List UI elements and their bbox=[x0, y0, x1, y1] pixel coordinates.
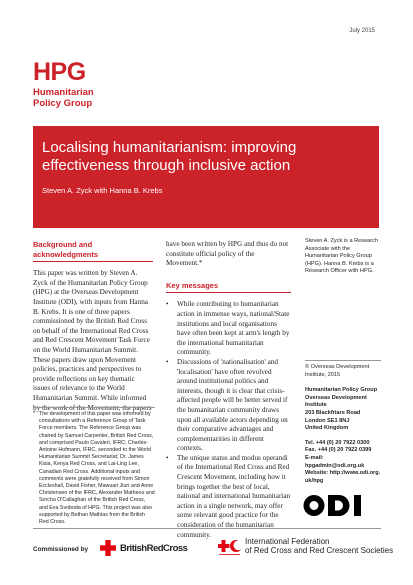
contact-address: United Kingdom bbox=[305, 425, 349, 432]
ifrc-name bbox=[245, 538, 393, 555]
contact-address: 203 Blackfriars Road bbox=[305, 409, 361, 416]
british-red-cross-name: BritishRedCross bbox=[120, 543, 188, 554]
odi-logo-icon bbox=[303, 491, 367, 520]
footer-divider bbox=[33, 528, 381, 529]
footnote-text: The development of this paper was informed by consultations with a Reference Group of Task Force members. The Reference Group was chaired by Samuel Carpenter, British Red Cross, and comprised Paulo Cavaleri, IFRC; Charles-Antoine Hofmann, IFRC, seconded to the World Humanitarian Summit Secretariat; Dr. James Kisia, Kenya Red Cross, and Lai-Ling Lee, Canadian Red Cross. Additional inputs and comments were gratefully received from Simon Eccleshall, David Fisher, Mawuari Jiuri and Anne Christensen of the IFRC, Alexander Matheou and Sorcha O'Callaghan of the British Red Cross, and Eva Svoboda of HPG. This project was also supported by Bethan Mathias from the British Red Cross. bbox=[39, 411, 155, 526]
page-title-line1: Localising humanitarianism: improving bbox=[42, 139, 297, 156]
title-banner bbox=[33, 126, 379, 228]
red-cross-icon bbox=[100, 540, 116, 556]
contact-org: Overseas Development Institute bbox=[305, 394, 367, 409]
hpg-logo bbox=[33, 60, 153, 109]
right-column bbox=[305, 238, 381, 485]
contact-fax: Fax. +44 (0) 20 7922 0399 bbox=[305, 447, 372, 454]
authors: Steven A. Zyck with Hanna B. Krebs bbox=[42, 186, 163, 195]
footnote-mark: * bbox=[33, 411, 36, 417]
background-paragraph: This paper was written by Steven A. Zyck of the Humanitarian Policy Group (HPG) at the Overseas Development Institute (ODI), with inputs from Hanna B. Krebs. It is one of three papers commissioned by the British Red Cross on behalf of the International Red Cross and Red Crescent Movement Task Force on the World Humanitarian Summit. These papers draw upon Movement policies, practices and perspectives to provide reflections on key thematic issues of relevance to the World Humanitarian Summit. While informed by the work of the Movement, the papers bbox=[33, 269, 152, 412]
hpg-logo-line2: Policy Group bbox=[33, 98, 93, 109]
contact-address: London SE1 8NJ bbox=[305, 417, 350, 424]
publication-date: July 2015 bbox=[349, 28, 375, 34]
key-messages-list bbox=[166, 300, 291, 540]
contact-email[interactable]: E-mail: hpgadmin@odi.org.uk bbox=[305, 454, 365, 469]
ifrc-logo bbox=[218, 537, 394, 559]
hpg-logo-line1: Humanitarian bbox=[33, 87, 94, 98]
key-messages-heading: Key messages bbox=[166, 281, 291, 294]
contact-block bbox=[305, 387, 381, 485]
page-title-line2: effectiveness through inclusive action bbox=[42, 157, 291, 174]
ifrc-name-line1: International Federation bbox=[245, 537, 330, 546]
list-item: • While contributing to humanitarian action in immense ways, national/State institutions and local organisations have often been kept at arm's length by the international humanitarian community. bbox=[166, 300, 291, 358]
background-continuation: have been written by HPG and thus do not constitute official policy of the Movement.* bbox=[166, 240, 289, 268]
copyright-notice: © Overseas Development Institute, 2015 bbox=[305, 360, 381, 379]
list-item: • Discussions of 'nationalisation' and 'localisation' have often revolved around institutional politics and interests, though it is clear that crisis-affected people will be better served if the humanitarian community draws upon all available actors depending on their comparative advantages and complementarities in different contexts. bbox=[166, 358, 291, 454]
british-red-cross-logo bbox=[100, 537, 198, 559]
background-heading: Background and acknowledgments bbox=[33, 240, 153, 262]
contact-org: Humanitarian Policy Group bbox=[305, 387, 378, 394]
list-item: • The unique status and modus operandi of the International Red Cross and Red Crescent Movement, including how it brings together the best of local, national and international humanitarian action in a single network, may offer some relevant good practice for the consideration of the humanitarian community. bbox=[166, 454, 291, 540]
middle-column bbox=[166, 240, 291, 540]
commissioned-by-label: Commissioned by bbox=[33, 546, 89, 553]
hpg-logo-mark: HPG bbox=[33, 58, 86, 86]
footnote bbox=[33, 407, 155, 526]
contact-tel: Tel. +44 (0) 20 7922 0300 bbox=[305, 439, 370, 446]
ifrc-name-line2: of Red Cross and Red Crescent Societies bbox=[245, 545, 394, 555]
contact-website[interactable]: uk/hpg bbox=[305, 477, 324, 484]
red-cross-red-crescent-icon bbox=[218, 539, 242, 557]
author-bio: Steven A. Zyck is a Research Associate with the Humanitarian Policy Group (HPG). Hanna B. Krebs is a Research Officer with HPG. bbox=[305, 238, 379, 275]
contact-website[interactable]: Website: http://www.odi.org. bbox=[305, 470, 381, 477]
left-column bbox=[33, 240, 153, 413]
